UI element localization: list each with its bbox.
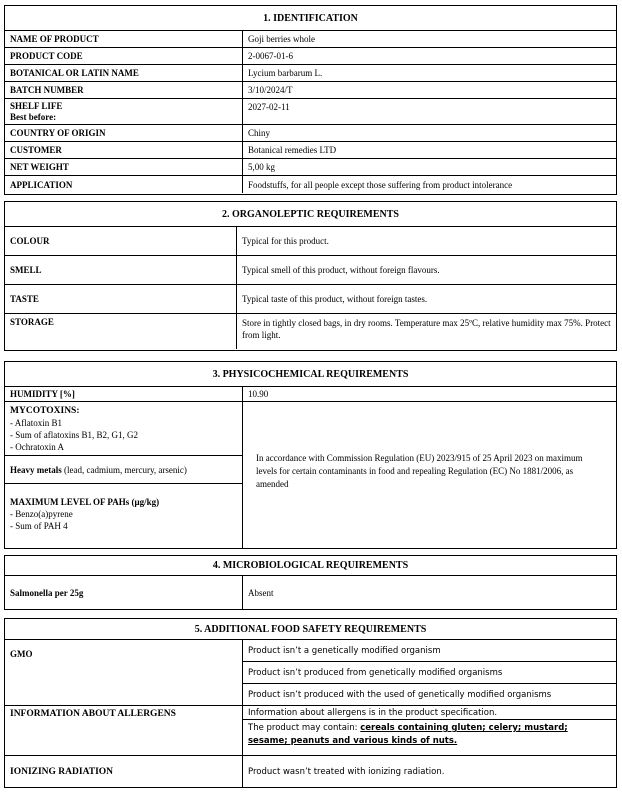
row-value: Store in tightly closed bags, in dry rooms. Temperature max 25ºC, relative humidity max 75%. Protect from light. xyxy=(242,318,611,340)
allergens-values xyxy=(243,706,616,755)
ionizing-value: Product wasn’t treated with ionizing radiation. xyxy=(248,766,445,777)
identification-row xyxy=(5,48,616,65)
row-label: STORAGE xyxy=(5,314,237,349)
ionizing-label: IONIZING RADIATION xyxy=(5,756,243,787)
row-value: 2-0067-01-6 xyxy=(248,51,293,61)
identification-row xyxy=(5,176,616,193)
identification-row xyxy=(5,82,616,99)
row-value: 5,00 kg xyxy=(248,162,275,172)
pah-item: - Benzo(a)pyrene xyxy=(10,509,73,519)
row-label: PRODUCT CODE xyxy=(5,48,243,64)
gmo-item: Product isn’t produced with the used of genetically modified organisms xyxy=(248,689,552,700)
contaminants-block xyxy=(5,402,616,548)
allergens-block xyxy=(5,706,616,756)
organoleptic-row xyxy=(5,285,616,314)
identification-row xyxy=(5,142,616,159)
humidity-label: HUMIDITY [%] xyxy=(5,387,243,401)
row-value: Typical taste of this product, without foreign tastes. xyxy=(242,294,428,304)
row-sublabel: Best before: xyxy=(10,111,57,122)
row-label: TASTE xyxy=(5,285,237,313)
gmo-item: Product isn’t a genetically modified organism xyxy=(243,640,616,662)
gmo-block xyxy=(5,640,616,706)
row-label: COLOUR xyxy=(5,227,237,255)
salmonella-label: Salmonella per 25g xyxy=(5,576,243,609)
row-label: BOTANICAL OR LATIN NAME xyxy=(5,65,243,81)
organoleptic-section xyxy=(4,201,617,351)
mycotoxins-label: MYCOTOXINS: xyxy=(10,406,80,416)
gmo-label: GMO xyxy=(5,640,243,705)
mycotoxin-item: - Aflatoxin B1 xyxy=(10,418,62,428)
row-value: Typical smell of this product, without foreign flavours. xyxy=(242,265,440,275)
row-label: COUNTRY OF ORIGIN xyxy=(5,125,243,141)
identification-row xyxy=(5,31,616,48)
organoleptic-row xyxy=(5,314,616,349)
additional-title: 5. ADDITIONAL FOOD SAFETY REQUIREMENTS xyxy=(5,619,616,640)
row-value: Goji berries whole xyxy=(248,34,315,44)
gmo-item: Product isn’t produced from genetically modified organisms xyxy=(243,662,616,684)
identification-title: 1. IDENTIFICATION xyxy=(5,6,616,31)
heavy-metals-note: (lead, cadmium, mercury, arsenic) xyxy=(64,464,187,475)
allergens-list: sesame; peanuts and various kinds of nuts. xyxy=(248,736,458,746)
allergens-may-contain: The product may contain: xyxy=(248,723,361,733)
allergens-may-contain-cell xyxy=(243,720,616,750)
pahs-label: MAXIMUM LEVEL OF PAHs (μg/kg) xyxy=(10,497,160,507)
gmo-values xyxy=(243,640,616,705)
identification-row xyxy=(5,65,616,82)
heavy-metals-label: Heavy metals xyxy=(10,464,62,475)
humidity-value: 10.90 xyxy=(248,389,269,399)
row-label: CUSTOMER xyxy=(5,142,243,158)
ionizing-row xyxy=(5,756,616,787)
row-value: Chiny xyxy=(248,128,271,138)
identification-row xyxy=(5,159,616,176)
row-label-main: SHELF LIFE xyxy=(10,100,63,111)
row-label: SMELL xyxy=(5,256,237,284)
row-value: 3/10/2024/T xyxy=(248,85,293,95)
physicochemical-title: 3. PHYSICOCHEMICAL REQUIREMENTS xyxy=(5,362,616,387)
mycotoxin-item: - Sum of aflatoxins B1, B2, G1, G2 xyxy=(10,430,138,440)
mycotoxin-item: - Ochratoxin A xyxy=(10,442,64,452)
regulation-text: In accordance with Commission Regulation (EU) 2023/915 of 25 April 2023 on maximum levels for certain contaminants in food and repealing Regulation (EC) No 1881/2006, as amended xyxy=(256,453,583,489)
row-value: Foodstuffs, for all people except those suffering from product intolerance xyxy=(248,179,513,190)
organoleptic-title: 2. ORGANOLEPTIC REQUIREMENTS xyxy=(5,202,616,227)
salmonella-value: Absent xyxy=(248,587,274,598)
row-label: NET WEIGHT xyxy=(5,159,243,175)
row-label xyxy=(5,99,243,124)
pah-item: - Sum of PAH 4 xyxy=(10,521,68,531)
physicochemical-section xyxy=(4,361,617,549)
identification-section xyxy=(4,5,617,195)
organoleptic-row xyxy=(5,227,616,256)
allergens-list: cereals containing gluten; celery; mustard; xyxy=(360,723,568,733)
row-label: NAME OF PRODUCT xyxy=(5,31,243,47)
row-value: Lycium barbarum L. xyxy=(248,68,323,78)
humidity-row xyxy=(5,387,616,402)
identification-row xyxy=(5,125,616,142)
row-value: Typical for this product. xyxy=(242,236,329,246)
microbiological-title: 4. MICROBIOLOGICAL REQUIREMENTS xyxy=(5,556,616,576)
heavy-metals-cell xyxy=(5,456,242,484)
row-label: BATCH NUMBER xyxy=(5,82,243,98)
row-value: Botanical remedies LTD xyxy=(248,145,337,155)
contaminants-labels xyxy=(5,402,243,548)
row-value: 2027-02-11 xyxy=(248,102,290,112)
allergens-label: INFORMATION ABOUT ALLERGENS xyxy=(5,706,243,755)
additional-section xyxy=(4,618,617,788)
row-label: APPLICATION xyxy=(5,176,243,193)
pahs-cell xyxy=(5,484,242,532)
mycotoxins-cell xyxy=(5,402,242,456)
allergens-info: Information about allergens is in the product specification. xyxy=(243,706,616,720)
organoleptic-row xyxy=(5,256,616,285)
identification-row xyxy=(5,99,616,125)
microbiological-section xyxy=(4,555,617,610)
salmonella-row xyxy=(5,576,616,609)
